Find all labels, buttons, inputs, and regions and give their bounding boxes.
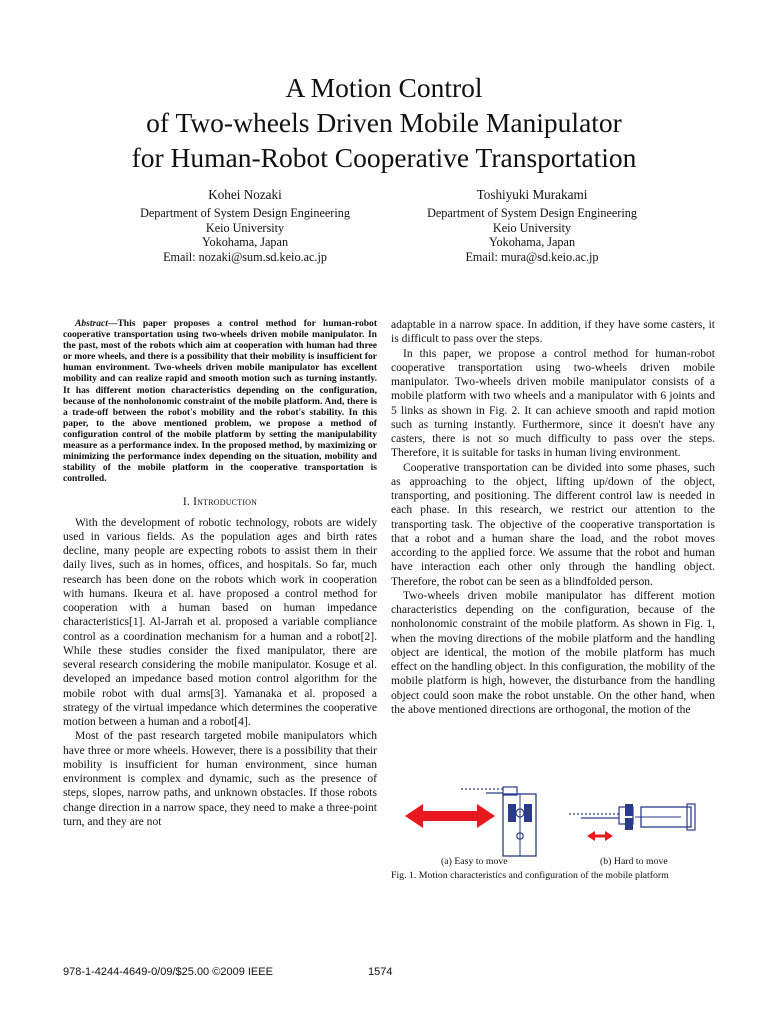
author-department: Department of System Design Engineering: [140, 205, 350, 220]
wheel-left: [508, 804, 516, 822]
section-title: Introduction: [193, 496, 258, 509]
page-number: 1574: [368, 966, 393, 978]
author-location: Yokohama, Japan: [488, 235, 576, 250]
body-paragraph: adaptable in a narrow space. In addition, if they have some casters, it is difficult to pass over the steps.: [391, 319, 715, 346]
author-department: Department of System Design Engineering: [427, 205, 637, 220]
body-paragraph: In this paper, we propose a control method for human-robot cooperative transportation using two-wheels driven mobile manipulator. Two-wheels driven mobile manipulator consists of a mobile platform with two wheels and a manipulator with 6 joints and 5 links as shown in Fig. 2. It can achieve smooth and rapid motion such as turning instantly. Furthermore, since it doesn't have any casters, there is not so much difficulty to pass over the steps. Therefore, it is suitable for tasks in human living environment.: [391, 347, 715, 460]
wheel-top: [625, 804, 633, 816]
paper-title: [0, 70, 768, 175]
body-paragraph: Two-wheels driven mobile manipulator has different motion characteristics depending on the configuration, because of the nonholonomic constraint of the mobile platform. As shown in Fig. 1, when the moving directions of the mobile platform and the handling object are identical, the motion of the mobile platform has much effect on the handling object. In this configuration, the mobility of the mobile platform is high, however, the disturbance from the handling object could soon make the robot unstable. On the other hand, when the above mentioned directions are orthogonal, the motion of the: [391, 589, 715, 716]
abstract-text: —This paper proposes a control method for human-robot cooperative transportation using two-wheels driven mobile manipulator. In the past, most of the robots which aim at cooperation with human had three or more wheels, and there is a possibility that their mobility is insufficient for human environment. Two-wheels driven mobile manipulator has excellent mobility and can realize rapid and smooth motion such as turning instantly. It has different motion characteristics depending on the configuration, because of the nonholonomic constraint of the mobile platform. And, there is a trade-off between the robot's mobility and the robot's stability. In this paper, to the above mentioned problem, we propose a method of configuration control of the mobile platform by setting the manipulability measure as a performance index. In the proposed method, by maximizing or minimizing the performance index depending on the situation, mobility and stability of the mobile platform in the cooperative transportation is controlled.: [63, 318, 377, 485]
wheel-right: [524, 804, 532, 822]
abstract: [63, 318, 377, 484]
author-block-2: [372, 188, 692, 265]
author-location: Yokohama, Japan: [201, 235, 289, 250]
copyright-footer: 978-1-4244-4649-0/09/$25.00 ©2009 IEEE: [63, 966, 273, 978]
section-heading-introduction: [63, 495, 377, 509]
bidirectional-arrow-small: [587, 831, 613, 841]
bidirectional-arrow-large: [405, 804, 495, 828]
figure-caption: Fig. 1. Motion characteristics and configuration of the mobile platform: [391, 870, 669, 881]
author-name: Kohei Nozaki: [208, 187, 282, 202]
body-paragraph: Most of the past research targeted mobile manipulators which have three or more wheels. However, there is a possibility that their mobility is insufficient for human environment, since human environment is complex and dynamic, such as the presence of steps, slopes, narrow paths, and unknown obstacles. If those robots change direction in a narrow space, they need to make a three-point turn, and they are not: [63, 730, 377, 828]
title-line-1: A Motion Control: [285, 72, 483, 103]
author-email: Email: mura@sd.keio.ac.jp: [465, 250, 599, 265]
section-number: I.: [182, 496, 190, 509]
figure-1b-illustration: [569, 804, 695, 841]
figure-subcaption-b: (b) Hard to move: [600, 856, 668, 867]
title-line-2: of Two-wheels Driven Mobile Manipulator: [146, 107, 622, 138]
left-column: [63, 318, 377, 829]
wheel-bottom: [625, 818, 633, 830]
figure-subcaption-a: (a) Easy to move: [441, 856, 508, 867]
author-name: Toshiyuki Murakami: [476, 187, 588, 202]
author-block-1: [85, 188, 405, 265]
author-email: Email: nozaki@sum.sd.keio.ac.jp: [163, 250, 327, 265]
author-university: Keio University: [492, 220, 572, 235]
figure-1a-illustration: [405, 787, 536, 856]
right-column: [391, 318, 715, 717]
title-line-3: for Human-Robot Cooperative Transportation: [131, 142, 637, 173]
author-university: Keio University: [205, 220, 285, 235]
abstract-label: Abstract: [75, 318, 108, 329]
body-paragraph: With the development of robotic technology, robots are widely used in various fields. As the population ages and birth rates decline, many people are expecting robots to assist them in their daily lives, such as in homes, offices, and hospitals. So far, much research has been done on the robots which work in cooperation with humans. Ikeura et al. have proposed a control method for cooperation with a human based on human impedance characteristics[1]. Al-Jarrah et al. proposed a variable compliance control as a coordination mechanism for a human and a robot[2]. While these studies consider the fixed manipulator, there are several research considering the mobile manipulator. Kosuge et al. developed an impedance based motion control algorithm for the mobile robot with dual arms[3]. Yamanaka et al. proposed a strategy of the virtual impedance which determines the cooperative motion between a human and a robot[4].: [63, 516, 377, 729]
body-paragraph: Cooperative transportation can be divided into some phases, such as approaching to the object, lifting up/down of the object, transporting, and positioning. The different control law is needed in each phase. In this research, we restrict our attention to the transporting task. The objective of the cooperative transportation is that a robot and a human share the load, and the robot moves according to the applied force. We assume that the robot and human have interaction each other only through the handling object. Therefore, the robot can be seen as a blindfolded person.: [391, 461, 715, 588]
